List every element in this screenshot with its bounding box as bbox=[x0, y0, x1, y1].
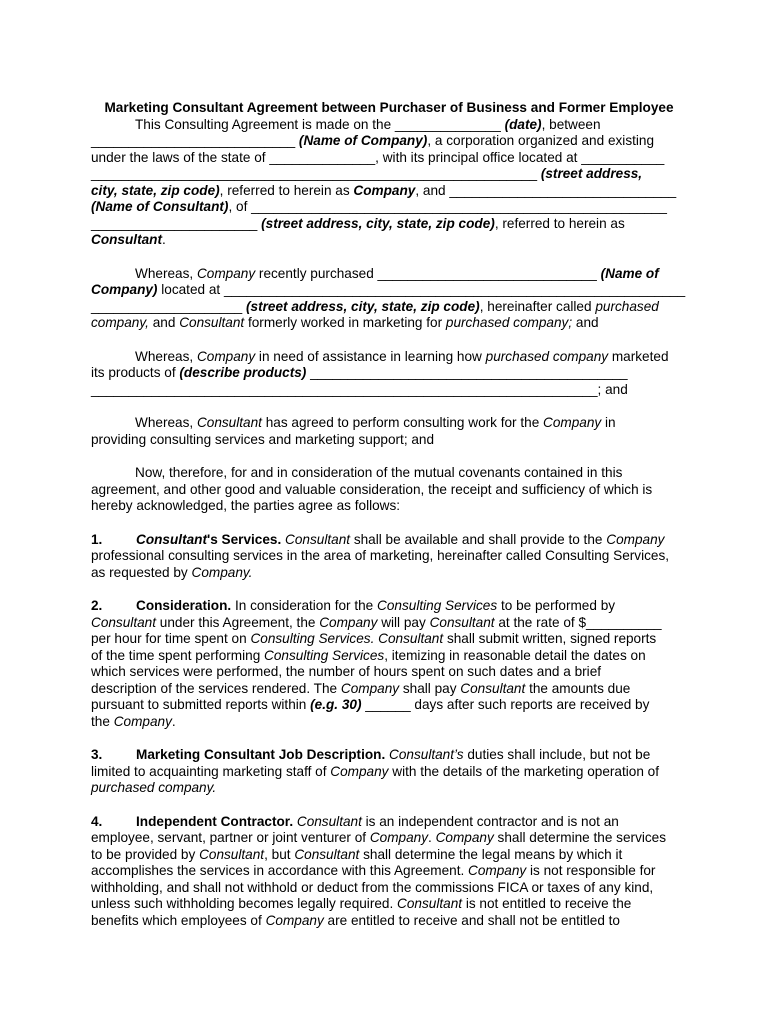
company-term: Company bbox=[369, 830, 429, 845]
body-text: limited to acquainting marketing staff of bbox=[91, 763, 327, 779]
body-text: with the details of the marketing operation of bbox=[392, 763, 660, 779]
document-page bbox=[91, 100, 686, 929]
address-placeholder: city, state, zip code) bbox=[91, 182, 220, 198]
body-text: the bbox=[91, 713, 110, 729]
purchased-company-term: purchased company; bbox=[445, 315, 573, 330]
body-text: , but bbox=[264, 846, 291, 862]
address-placeholder: (street address, bbox=[540, 166, 643, 181]
section-heading: Independent Contractor. bbox=[136, 813, 294, 829]
section-1 bbox=[91, 532, 681, 582]
company-name-placeholder: Company) bbox=[91, 282, 158, 297]
whereas-text: providing consulting services and marketing support; and bbox=[91, 431, 435, 447]
body-text: shall determine the services bbox=[497, 830, 667, 845]
body-text: shall pay bbox=[402, 680, 457, 696]
body-text: agreement, and other good and valuable consideration, the receipt and sufficiency of which is bbox=[91, 481, 653, 497]
consultant-term: Consultant bbox=[296, 813, 362, 829]
body-text: hereby acknowledged, the parties agree as follows: bbox=[91, 498, 401, 513]
blank-line: ___________________________________________________________ bbox=[91, 166, 538, 181]
section-heading: Consultant bbox=[136, 531, 207, 547]
body-text: are entitled to receive and shall not be entitled to bbox=[327, 912, 620, 928]
intro-text: , of _______________________________________________________ bbox=[228, 199, 667, 214]
company-term: Company bbox=[196, 265, 256, 281]
intro-text: . bbox=[161, 232, 166, 247]
body-text: is an independent contractor and is not an bbox=[365, 813, 619, 829]
whereas-text: in need of assistance in learning how bbox=[258, 348, 482, 364]
consultant-term: Consultant’s bbox=[389, 747, 464, 762]
intro-text: , a corporation organized and existing bbox=[427, 133, 655, 148]
purchased-company-term: purchased company. bbox=[91, 780, 217, 795]
section-3 bbox=[91, 747, 681, 797]
blank-line: __________________________________________ bbox=[310, 365, 628, 380]
body-text: of the time spent performing bbox=[91, 647, 261, 663]
consulting-services-term: Consulting Services bbox=[377, 598, 498, 613]
body-text: accomplishes the services in accordance with this Agreement. bbox=[91, 863, 465, 878]
body-text: unless such withholding becomes legally required. bbox=[91, 896, 394, 911]
date-placeholder: (date) bbox=[504, 116, 542, 132]
purchased-term: company, bbox=[91, 315, 149, 330]
body-text: shall determine the legal means by which it bbox=[363, 846, 623, 862]
whereas-text: Whereas, bbox=[135, 265, 194, 281]
whereas-text: has agreed to perform consulting work for the bbox=[265, 415, 540, 430]
body-text: shall submit written, signed reports bbox=[446, 631, 657, 646]
consultant-term: Consultant bbox=[285, 531, 351, 547]
section-heading: 's Services. bbox=[206, 531, 282, 547]
body-text: to be provided by bbox=[91, 846, 196, 862]
company-term: Company bbox=[340, 680, 400, 696]
consultant-term: Consultant bbox=[460, 680, 526, 696]
consultant-term: Consultant bbox=[179, 315, 245, 330]
consulting-services-term: Consulting Services. bbox=[250, 631, 375, 646]
intro-text: , referred to herein as bbox=[219, 182, 350, 198]
consultant-term: Consultant bbox=[294, 846, 360, 862]
company-term: Company bbox=[543, 415, 602, 430]
consultant-term: Consultant bbox=[91, 614, 156, 630]
whereas-text: recently purchased _____________________________ bbox=[258, 265, 597, 281]
blank-line: ___________________________ bbox=[91, 133, 296, 148]
consultant-term: Consultant bbox=[199, 846, 265, 862]
blank-line: ____________________ bbox=[91, 298, 243, 314]
body-text: under this Agreement, the bbox=[159, 614, 316, 630]
body-text: professional consulting services in the area of marketing, hereinafter called Consulting Services, bbox=[91, 548, 670, 563]
body-text: pursuant to submitted reports within bbox=[91, 697, 307, 712]
whereas-paragraph-2 bbox=[91, 349, 681, 399]
body-text: ______ days after such reports are received by bbox=[365, 697, 650, 712]
body-text: duties shall include, but not be bbox=[467, 747, 651, 762]
consultant-term: Consultant bbox=[91, 232, 162, 247]
whereas-text: Whereas, bbox=[135, 348, 194, 364]
purchased-term: purchased bbox=[595, 298, 659, 314]
consultant-term: Consultant bbox=[196, 415, 262, 430]
intro-text: , referred to herein as bbox=[494, 215, 625, 231]
body-text: as requested by bbox=[91, 564, 188, 580]
whereas-text: , hereinafter called bbox=[479, 298, 592, 314]
body-text: per hour for time spent on bbox=[91, 631, 247, 646]
body-text: is not entitled to receive the bbox=[465, 896, 632, 911]
address-placeholder: (street address, city, state, zip code) bbox=[246, 298, 480, 314]
company-term: Company bbox=[468, 863, 527, 878]
blank-line: ___________________________________________________________________; and bbox=[91, 381, 628, 397]
company-term: Company bbox=[319, 614, 378, 630]
section-4 bbox=[91, 814, 681, 930]
section-number: 3. bbox=[91, 747, 103, 762]
consultant-term: Consultant bbox=[429, 614, 495, 630]
body-text: withholding, and shall not withhold or deduct from the commissions FICA or taxes of any kind, bbox=[91, 879, 654, 895]
purchased-company-term: purchased company bbox=[485, 348, 609, 364]
company-term: Company bbox=[265, 912, 324, 928]
blank-line: ______________________ bbox=[91, 215, 258, 231]
body-text: at the rate of $__________ bbox=[498, 614, 662, 630]
section-number: 1. bbox=[91, 531, 103, 547]
company-name-placeholder: (Name of bbox=[600, 265, 659, 281]
days-placeholder: (e.g. 30) bbox=[310, 697, 362, 712]
body-text: description of the services rendered. The bbox=[91, 680, 338, 696]
whereas-text: and bbox=[575, 315, 599, 330]
section-2 bbox=[91, 598, 681, 730]
body-text: employee, servant, partner or joint venturer of bbox=[91, 830, 367, 845]
whereas-text: in bbox=[605, 415, 616, 430]
company-term: Company bbox=[113, 713, 172, 729]
consultant-term: Consultant bbox=[378, 631, 444, 646]
consultant-name-placeholder: (Name of Consultant) bbox=[91, 199, 229, 214]
consulting-services-term: Consulting Services bbox=[264, 647, 385, 663]
company-term: Company bbox=[435, 830, 494, 845]
body-text: which services were performed, the number of hours spent on such dates and a brief bbox=[91, 664, 602, 679]
company-term: Company. bbox=[191, 564, 253, 580]
body-text: to be performed by bbox=[500, 598, 616, 613]
whereas-text: formerly worked in marketing for bbox=[247, 315, 443, 330]
section-heading: Consideration. bbox=[136, 598, 232, 613]
whereas-text: and bbox=[152, 315, 176, 330]
body-text: benefits which employees of bbox=[91, 912, 262, 928]
body-text: the amounts due bbox=[529, 680, 631, 696]
whereas-text: Whereas, bbox=[135, 415, 194, 430]
intro-text: , and ______________________________ bbox=[415, 182, 677, 198]
products-placeholder: (describe products) bbox=[179, 365, 307, 380]
now-therefore-paragraph bbox=[91, 465, 681, 515]
body-text: shall be available and shall provide to the bbox=[353, 531, 603, 547]
body-text: will pay bbox=[381, 614, 426, 630]
company-term: Company bbox=[606, 531, 665, 547]
body-text: , itemizing in reasonable detail the dates on bbox=[384, 647, 646, 663]
company-term: Company bbox=[330, 763, 389, 779]
whereas-paragraph-1 bbox=[91, 265, 686, 332]
body-text: Now, therefore, for and in consideration of the mutual covenants contained in this bbox=[135, 465, 623, 480]
section-heading: Marketing Consultant Job Description. bbox=[136, 747, 386, 762]
intro-paragraph bbox=[91, 117, 681, 249]
company-term: Company bbox=[196, 348, 256, 364]
body-text: In consideration for the bbox=[234, 598, 374, 613]
whereas-text: marketed bbox=[611, 348, 669, 364]
intro-text: This Consulting Agreement is made on the ______________ bbox=[135, 116, 501, 132]
whereas-text: located at _____________________________________________________________ bbox=[161, 282, 686, 297]
section-number: 2. bbox=[91, 598, 103, 613]
intro-text: , between bbox=[541, 116, 601, 132]
company-name-placeholder: (Name of Company) bbox=[298, 133, 428, 148]
body-text: . bbox=[171, 713, 176, 729]
intro-text: under the laws of the state of ______________, with its principal office located at ___________ bbox=[91, 149, 665, 165]
document-title: Marketing Consultant Agreement between Purchaser of Business and Former Employee bbox=[104, 100, 674, 115]
consultant-term: Consultant bbox=[397, 896, 463, 911]
body-text: is not responsible for bbox=[530, 863, 656, 878]
whereas-paragraph-3 bbox=[91, 415, 681, 448]
body-text: . bbox=[428, 830, 432, 845]
address-placeholder: (street address, city, state, zip code) bbox=[261, 215, 495, 231]
whereas-text: its products of bbox=[91, 365, 176, 380]
section-number: 4. bbox=[91, 813, 103, 829]
company-term: Company bbox=[353, 182, 416, 198]
